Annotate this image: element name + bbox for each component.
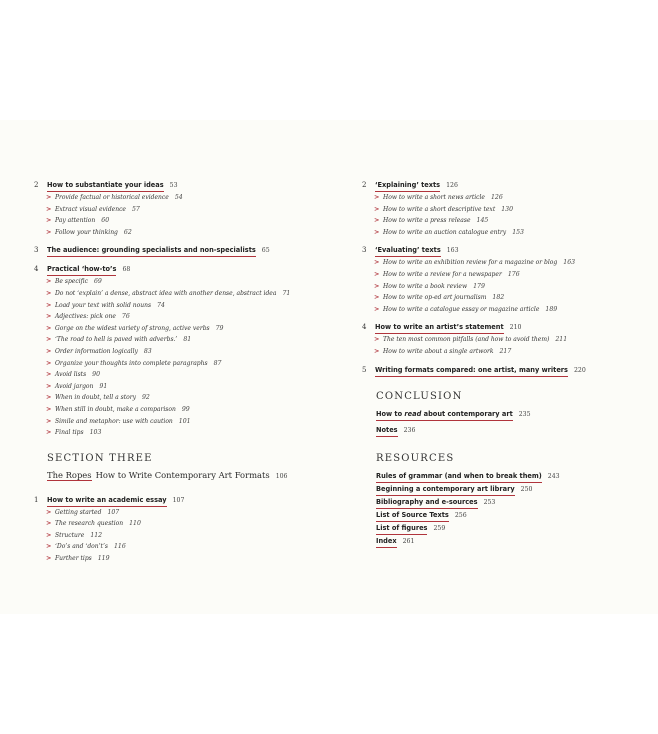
chapter xyxy=(34,264,334,438)
subsection-title[interactable]: How to write a book review xyxy=(383,282,468,290)
section-title xyxy=(47,470,334,481)
chapter-page: 210 xyxy=(509,324,522,332)
section-title-part-a: The Ropes xyxy=(47,469,92,480)
chapter-title[interactable]: How to substantiate your ideas xyxy=(47,180,164,192)
subsection-list xyxy=(34,507,334,565)
chapter-title[interactable]: ‘Evaluating’ texts xyxy=(375,245,441,257)
subsection-title[interactable]: Adjectives: pick one xyxy=(55,313,116,321)
arrow-icon: > xyxy=(46,346,52,355)
resource-item[interactable] xyxy=(376,535,622,548)
chapter-title[interactable]: How to write an artist’s statement xyxy=(375,322,504,334)
subsection-page: 71 xyxy=(282,289,291,297)
arrow-icon: > xyxy=(374,193,380,201)
subsection-title[interactable]: Further tips xyxy=(55,555,92,563)
chapter-heading xyxy=(34,180,334,192)
arrow-icon: > xyxy=(46,381,52,390)
subsection-item[interactable] xyxy=(46,334,334,346)
subsection-page: 76 xyxy=(121,313,130,321)
chapters-group-b xyxy=(34,495,334,565)
arrow-icon: > xyxy=(374,293,380,302)
subsection-item[interactable] xyxy=(46,323,334,335)
subsection-item[interactable] xyxy=(46,530,334,542)
arrow-icon: > xyxy=(374,258,380,267)
subsection-page: 81 xyxy=(183,336,192,344)
subsection-page: 112 xyxy=(90,531,103,539)
chapter xyxy=(362,245,622,315)
subsection-page: 217 xyxy=(499,347,512,355)
subsection-page: 60 xyxy=(101,217,110,225)
chapter-page: 163 xyxy=(446,247,459,255)
chapter-title[interactable]: Practical ‘how-to’s xyxy=(47,264,116,276)
subsection-page: 116 xyxy=(113,543,126,551)
resources-label: RESOURCES xyxy=(376,452,455,464)
resource-item[interactable] xyxy=(376,470,622,483)
subsection-title[interactable]: Simile and metaphor: use with caution xyxy=(55,417,173,425)
subsection-item[interactable] xyxy=(46,507,334,519)
section-label: SECTION THREE xyxy=(47,452,153,464)
arrow-icon: > xyxy=(374,304,380,313)
subsection-title[interactable]: How to write a short descriptive text xyxy=(383,205,496,213)
subsection-item[interactable] xyxy=(46,192,334,204)
subsection-title[interactable]: The ten most common pitfalls (and how to avoid them) xyxy=(383,336,550,344)
resource-item[interactable] xyxy=(376,509,622,522)
arrow-icon: > xyxy=(46,519,52,528)
subsection-page: 101 xyxy=(178,417,191,425)
subsection-item[interactable] xyxy=(46,369,334,381)
arrow-icon: > xyxy=(46,542,52,551)
subsection-item[interactable] xyxy=(46,541,334,553)
subsection-title[interactable]: How to write op-ed art journalism xyxy=(383,294,487,302)
arrow-icon: > xyxy=(46,227,52,236)
subsection-page: 91 xyxy=(99,382,108,390)
arrow-icon: > xyxy=(46,358,52,367)
subsection-title[interactable]: How to write a short news article xyxy=(383,194,485,201)
toc-page xyxy=(0,120,658,614)
resource-page: 261 xyxy=(402,537,415,545)
subsection-page: 99 xyxy=(181,405,190,413)
subsection-list xyxy=(34,276,334,438)
subsection-item[interactable] xyxy=(46,553,334,565)
arrow-icon: > xyxy=(374,216,380,225)
chapter-page: 107 xyxy=(172,496,185,504)
subsection-item[interactable] xyxy=(46,392,334,404)
subsection-title[interactable]: Avoid lists xyxy=(55,371,87,379)
section-title-part-b: How to Write Contemporary Art Formats xyxy=(95,469,270,480)
arrow-icon: > xyxy=(46,277,52,286)
arrow-icon: > xyxy=(374,204,380,213)
chapter-heading xyxy=(362,365,622,377)
subsection-item[interactable] xyxy=(374,292,622,304)
subsection-item[interactable] xyxy=(46,381,334,393)
arrow-icon: > xyxy=(46,404,52,413)
subsection-page: 83 xyxy=(143,347,152,355)
conclusion-item[interactable] xyxy=(376,424,622,437)
conclusion-item-title[interactable]: Notes xyxy=(376,424,398,437)
right-column xyxy=(362,180,622,548)
conclusion-item-title[interactable]: How to read about contemporary art xyxy=(376,408,513,421)
subsection-item[interactable] xyxy=(46,276,334,288)
chapter xyxy=(34,245,334,257)
resource-item[interactable] xyxy=(376,483,622,496)
arrow-icon: > xyxy=(46,300,52,309)
subsection-item[interactable] xyxy=(374,204,622,216)
chapter-number: 1 xyxy=(34,495,39,504)
subsection-item[interactable] xyxy=(46,416,334,428)
resource-item[interactable] xyxy=(376,496,622,509)
subsection-page: 87 xyxy=(213,359,222,367)
subsection-title[interactable]: Follow your thinking xyxy=(55,228,118,236)
conclusion-list xyxy=(376,408,622,437)
subsection-title[interactable]: Organize your thoughts into complete paragraphs xyxy=(55,359,208,367)
subsection-page: 107 xyxy=(107,508,120,516)
resource-page: 250 xyxy=(520,485,533,493)
resource-item[interactable] xyxy=(376,522,622,535)
subsection-title[interactable]: How to write an exhibition review for a magazine or blog xyxy=(383,259,558,267)
subsection-item[interactable] xyxy=(46,288,334,300)
subsection-page: 189 xyxy=(545,305,558,313)
arrow-icon: > xyxy=(46,335,52,344)
subsection-page: 211 xyxy=(555,336,568,344)
arrow-icon: > xyxy=(374,227,380,236)
chapter-number: 5 xyxy=(362,365,367,374)
subsection-page: 74 xyxy=(157,301,165,309)
subsection-page: 57 xyxy=(131,205,140,213)
chapter-number: 3 xyxy=(362,246,367,255)
conclusion-item[interactable] xyxy=(376,408,622,421)
arrow-icon: > xyxy=(374,281,380,290)
conclusion-label: CONCLUSION xyxy=(376,390,463,402)
left-column xyxy=(34,180,334,572)
subsection-page: 69 xyxy=(93,278,102,286)
subsection-list xyxy=(362,257,622,315)
chapter-number: 2 xyxy=(362,181,367,189)
subsection-list xyxy=(34,192,334,238)
subsection-page: 153 xyxy=(512,228,524,236)
chapter-heading xyxy=(34,245,334,257)
resource-page: 253 xyxy=(483,498,496,506)
chapter-number: 3 xyxy=(34,246,39,255)
resource-title[interactable]: List of Source Texts xyxy=(376,509,449,522)
subsection-title[interactable]: When in doubt, tell a story xyxy=(55,394,136,402)
arrow-icon: > xyxy=(46,204,52,213)
subsection-title[interactable]: Load your text with solid nouns xyxy=(55,301,152,309)
resource-title[interactable]: Rules of grammar (and when to break them) xyxy=(376,470,542,483)
arrow-icon: > xyxy=(46,554,52,563)
subsection-title[interactable]: Gorge on the widest variety of strong, active verbs xyxy=(55,324,210,332)
subsection-page: 90 xyxy=(92,371,101,379)
chapter-heading xyxy=(362,180,622,192)
subsection-title[interactable]: The research question xyxy=(55,520,124,528)
subsection-page: 54 xyxy=(174,194,183,201)
subsection-title[interactable]: Avoid jargon xyxy=(55,382,94,390)
subsection-item[interactable] xyxy=(374,269,622,281)
subsection-item[interactable] xyxy=(374,192,622,204)
subsection-page: 179 xyxy=(473,282,485,290)
subsection-page: 176 xyxy=(507,270,520,278)
chapter-page: 126 xyxy=(446,182,458,189)
arrow-icon: > xyxy=(374,335,380,344)
subsection-page: 79 xyxy=(215,324,224,332)
chapter-number: 4 xyxy=(34,265,39,274)
subsection-title[interactable]: How to write about a single artwork xyxy=(383,347,494,355)
chapter-number: 4 xyxy=(362,323,367,332)
chapter-title[interactable]: How to write an academic essay xyxy=(47,495,167,507)
subsection-title[interactable]: Getting started xyxy=(55,508,102,516)
chapter xyxy=(362,180,622,238)
subsection-title[interactable]: When still in doubt, make a comparison xyxy=(55,405,176,413)
arrow-icon: > xyxy=(374,269,380,278)
resource-page: 243 xyxy=(547,472,560,480)
chapter xyxy=(362,322,622,357)
resource-title[interactable]: List of figures xyxy=(376,522,427,535)
chapter xyxy=(34,495,334,565)
subsection-item[interactable] xyxy=(374,215,622,227)
arrow-icon: > xyxy=(46,370,52,379)
subsection-item[interactable] xyxy=(46,300,334,312)
chapter-number: 2 xyxy=(34,181,39,189)
subsection-title[interactable]: How to write a press release xyxy=(383,217,471,225)
resource-page: 259 xyxy=(433,524,446,532)
subsection-title[interactable]: Order information logically xyxy=(55,347,138,355)
subsection-title[interactable]: Be specific xyxy=(55,278,88,286)
arrow-icon: > xyxy=(374,346,380,355)
arrow-icon: > xyxy=(46,416,52,425)
subsection-item[interactable] xyxy=(46,427,334,439)
subsection-title[interactable]: Do not ‘explain’ a dense, abstract idea with another dense, abstract idea xyxy=(55,289,277,297)
conclusion-item-page: 235 xyxy=(518,410,531,418)
subsection-title[interactable]: ‘Do’s and ‘don’t’s xyxy=(55,543,108,551)
subsection-title[interactable]: Pay attention xyxy=(55,217,96,225)
arrow-icon: > xyxy=(46,193,52,201)
chapters-group-a xyxy=(34,180,334,439)
subsection-page: 119 xyxy=(97,555,110,563)
arrow-icon: > xyxy=(46,288,52,297)
chapter-heading xyxy=(34,264,334,276)
subsection-item[interactable] xyxy=(374,346,622,358)
chapter-heading xyxy=(34,495,334,507)
subsection-page: 182 xyxy=(492,294,505,302)
subsection-page: 130 xyxy=(501,205,514,213)
arrow-icon: > xyxy=(46,312,52,321)
chapter-heading xyxy=(362,245,622,257)
arrow-icon: > xyxy=(46,216,52,225)
subsection-item[interactable] xyxy=(46,358,334,370)
subsection-page: 92 xyxy=(141,394,150,402)
subsection-page: 163 xyxy=(563,259,576,267)
subsection-title[interactable]: Final tips xyxy=(55,429,84,437)
arrow-icon: > xyxy=(46,428,52,437)
chapter-page: 68 xyxy=(122,266,131,274)
resource-title[interactable]: Index xyxy=(376,535,397,548)
subsection-item[interactable] xyxy=(374,281,622,293)
resource-title[interactable]: Bibliography and e-sources xyxy=(376,496,478,509)
subsection-item[interactable] xyxy=(46,311,334,323)
subsection-title[interactable]: Provide factual or historical evidence xyxy=(55,194,169,201)
arrow-icon: > xyxy=(46,323,52,332)
subsection-item[interactable] xyxy=(374,257,622,269)
subsection-item[interactable] xyxy=(46,215,334,227)
arrow-icon: > xyxy=(46,507,52,516)
section-page: 106 xyxy=(275,472,288,480)
chapter xyxy=(34,180,334,238)
subsection-list xyxy=(362,334,622,357)
chapter xyxy=(362,365,622,377)
subsection-item[interactable] xyxy=(46,227,334,239)
subsection-item[interactable] xyxy=(46,204,334,216)
subsection-list xyxy=(362,192,622,238)
subsection-title[interactable]: How to write a review for a newspaper xyxy=(383,270,502,278)
chapter-page: 53 xyxy=(169,182,178,189)
arrow-icon: > xyxy=(46,530,52,539)
subsection-title[interactable]: Extract visual evidence xyxy=(55,205,126,213)
chapter-title[interactable]: ‘Explaining’ texts xyxy=(375,180,440,192)
subsection-item[interactable] xyxy=(374,227,622,239)
subsection-page: 145 xyxy=(476,217,489,225)
subsection-item[interactable] xyxy=(374,304,622,316)
subsection-page: 126 xyxy=(490,194,503,201)
subsection-item[interactable] xyxy=(46,404,334,416)
chapters-group-right xyxy=(362,180,622,377)
subsection-page: 110 xyxy=(129,520,141,528)
chapter-page: 65 xyxy=(261,247,270,255)
subsection-page: 103 xyxy=(89,429,102,437)
chapter-title[interactable]: Writing formats compared: one artist, many writers xyxy=(375,365,568,377)
subsection-item[interactable] xyxy=(374,334,622,346)
subsection-title[interactable]: ‘The road to hell is paved with adverbs.’ xyxy=(55,336,178,344)
subsection-page: 62 xyxy=(123,228,132,236)
chapter-page: 220 xyxy=(573,366,586,374)
subsection-item[interactable] xyxy=(46,518,334,530)
subsection-item[interactable] xyxy=(46,346,334,358)
subsection-title[interactable]: How to write an auction catalogue entry xyxy=(383,228,507,236)
subsection-title[interactable]: Structure xyxy=(55,531,85,539)
conclusion-item-page: 236 xyxy=(403,426,416,434)
chapter-title[interactable]: The audience: grounding specialists and non-specialists xyxy=(47,245,256,257)
resources-list xyxy=(376,470,622,548)
chapter-heading xyxy=(362,322,622,334)
subsection-title[interactable]: How to write a catalogue essay or magazine article xyxy=(383,305,540,313)
arrow-icon: > xyxy=(46,393,52,402)
resource-page: 256 xyxy=(454,511,467,519)
resource-title[interactable]: Beginning a contemporary art library xyxy=(376,483,515,496)
